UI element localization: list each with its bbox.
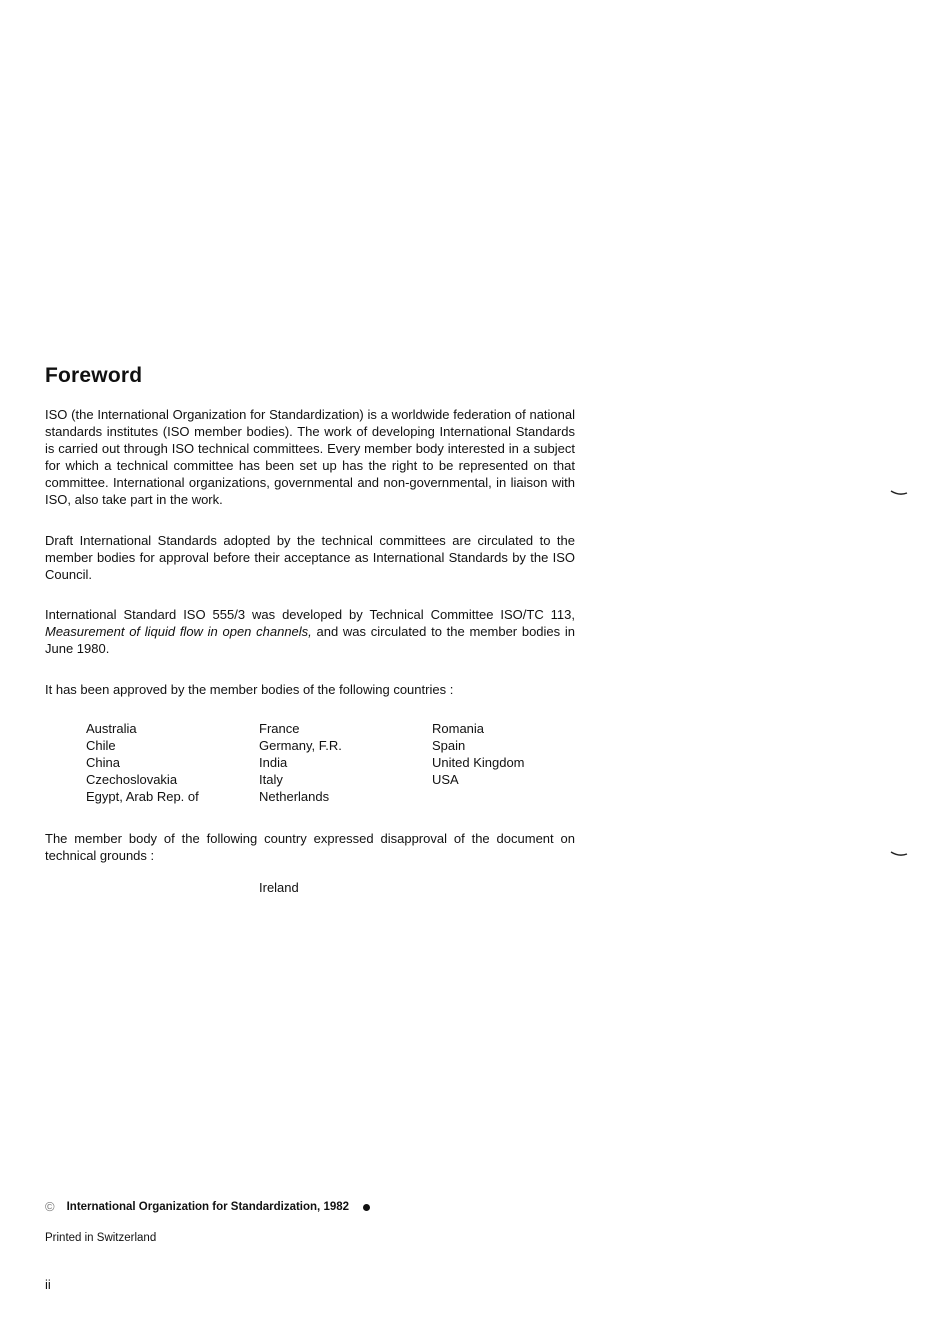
page-title: Foreword	[45, 364, 143, 387]
approval-intro: It has been approved by the member bodies of the following countries :	[45, 682, 454, 697]
country-name: Romania	[432, 721, 485, 736]
copyright-line	[45, 1199, 370, 1215]
country-name: Italy	[259, 772, 283, 787]
country-name: China	[86, 755, 120, 770]
foreword-paragraph-2: Draft International Standards adopted by the technical committees are circulated to the member bodies for approval before their acceptance as International Standards by the ISO Council.	[45, 533, 575, 582]
country-name: India	[259, 755, 288, 770]
approving-countries-list	[86, 720, 605, 805]
country-name: Egypt, Arab Rep. of	[86, 789, 199, 804]
paragraph-3-text-start: International Standard ISO 555/3 was developed by Technical Committee ISO/TC 113,	[45, 607, 575, 622]
committee-title-italic: Measurement of liquid flow in open channels,	[45, 624, 312, 639]
copyright-organization: International Organization for Standardization, 1982	[66, 1201, 350, 1213]
country-name: United Kingdom	[432, 755, 525, 770]
printed-location: Printed in Switzerland	[45, 1232, 157, 1244]
paragraph-3-text-end: and was circulated to the member bodies in June 1980.	[45, 624, 575, 656]
country-name: Czechoslovakia	[86, 772, 178, 787]
country-name: Chile	[86, 738, 116, 753]
country-name: Spain	[432, 738, 466, 753]
country-name: France	[259, 721, 300, 736]
foreword-paragraph-1: ISO (the International Organization for Standardization) is a worldwide federation of national standards institutes (ISO member bodies). The work of developing International Standards is carried out through ISO technical committees. Every member body interested in a subject for which a technical committee has been set up has the right to be represented on that committee. International organizations, governmental and non-governmental, in liaison with ISO, also take part in the work.	[45, 407, 575, 507]
margin-mark-icon	[890, 490, 908, 496]
country-name: Netherlands	[259, 789, 330, 804]
country-name: Germany, F.R.	[259, 738, 342, 753]
country-name: Australia	[86, 721, 137, 736]
country-column-2	[259, 720, 432, 805]
page-number: ii	[45, 1277, 51, 1292]
foreword-paragraph-3	[45, 606, 575, 657]
disapproving-country: Ireland	[259, 880, 299, 895]
country-column-1	[86, 720, 259, 805]
country-column-3	[432, 720, 605, 805]
copyright-icon: ©	[45, 1199, 55, 1214]
bullet-dot-icon	[363, 1204, 370, 1211]
disapproval-intro: The member body of the following country expressed disapproval of the document on technical grounds :	[45, 831, 575, 863]
country-name: USA	[432, 772, 459, 787]
margin-mark-icon	[890, 851, 908, 857]
